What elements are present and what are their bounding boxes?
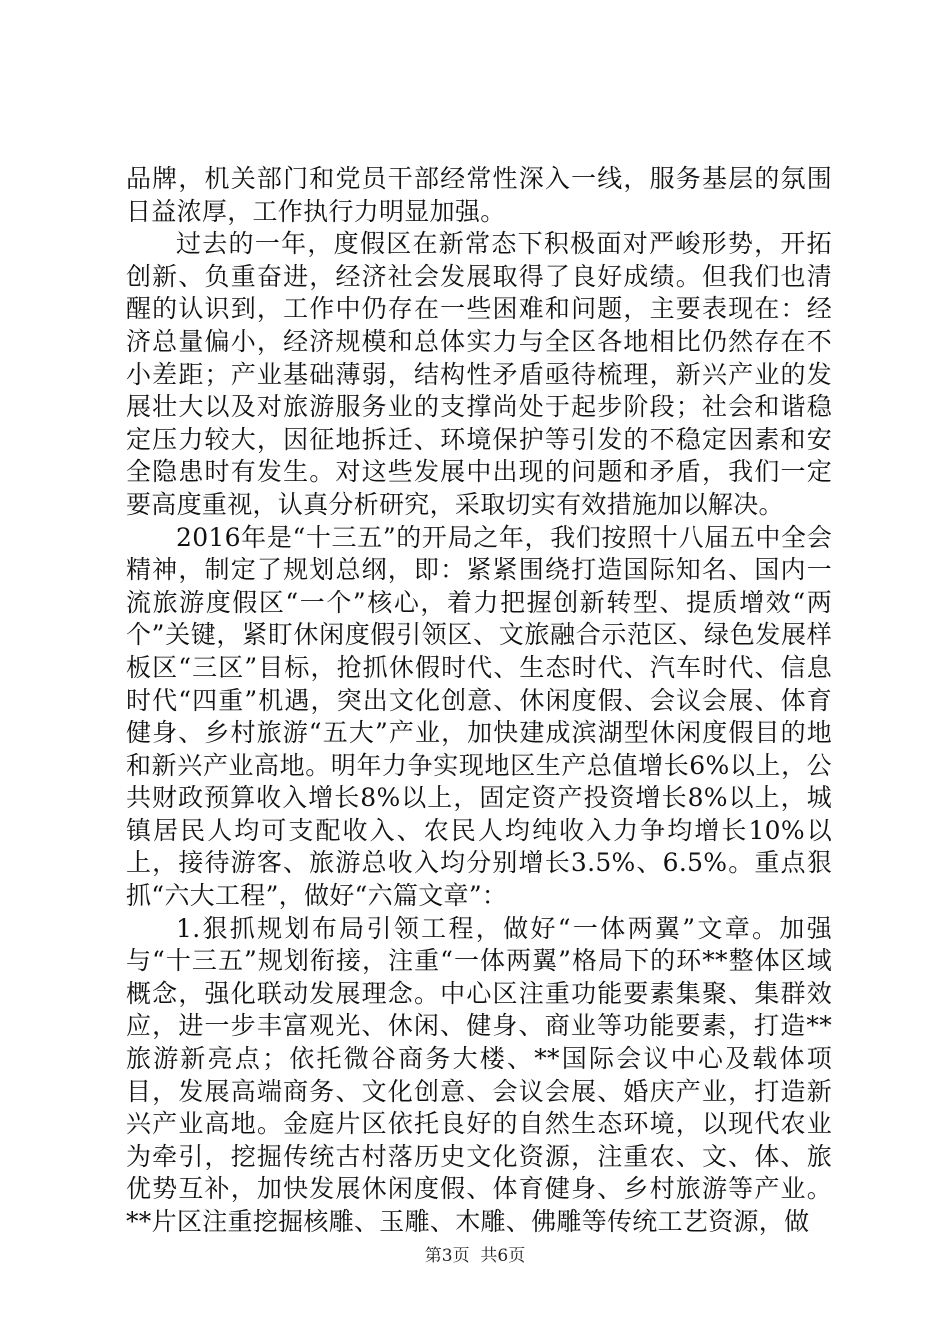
paragraph-1: 品牌，机关部门和党员干部经常性深入一线，服务基层的氛围日益浓厚，工作执行力明显加强。 — [126, 164, 832, 226]
paragraph-3: 2016年是“十三五”的开局之年，我们按照十八届五中全会精神，制定了规划总纲，即：紧紧围绕打造国际知名、国内一流旅游度假区“一个”核心，着力把握创新转型、提质增效“两个”关键，紧盯休闲度假引领区、文旅融合示范区、绿色发展样板区“三区”目标，抢抓休假时代、生态时代、汽车时代、信息时代“四重”机遇，突出文化创意、休闲度假、会议会展、体育健身、乡村旅游“五大”产业，加快建成滨湖型休闲度假目的地和新兴产业高地。明年力争实现地区生产总值增长6%以上，公共财政预算收入增长8%以上，固定资产投资增长8%以上，城镇居民人均可支配收入、农民人均纯收入力争均增长10%以上，接待游客、旅游总收入均分别增长3.5%、6.5%。重点狠抓“六大工程”，做好“六篇文章”： — [126, 522, 832, 911]
paragraph-4: 1.狠抓规划布局引领工程，做好“一体两翼”文章。加强与“十三五”规划衔接，注重“一体两翼”格局下的环**整体区域概念，强化联动发展理念。中心区注重功能要素集聚、集群效应，进一步丰富观光、休闲、健身、商业等功能要素，打造**旅游新亮点；依托微谷商务大楼、**国际会议中心及载体项目，发展高端商务、文化创意、会议会展、婚庆产业，打造新兴产业高地。金庭片区依托良好的自然生态环境，以现代农业为牵引，挖掘传统古村落历史文化资源，注重农、文、体、旅优势互补，加快发展休闲度假、体育健身、乡村旅游等产业。**片区注重挖掘核雕、玉雕、木雕、佛雕等传统工艺资源，做 — [126, 913, 832, 1236]
page-number: 第3页 — [424, 1246, 470, 1266]
paragraph-2: 过去的一年，度假区在新常态下积极面对严峻形势，开拓创新、负重奋进，经济社会发展取得了良好成绩。但我们也清醒的认识到，工作中仍存在一些困难和问题，主要表现在：经济总量偏小，经济规模和总体实力与全区各地相比仍然存在不小差距；产业基础薄弱，结构性矛盾亟待梳理，新兴产业的发展壮大以及对旅游服务业的支撑尚处于起步阶段；社会和谐稳定压力较大，因征地拆迁、环境保护等引发的不稳定因素和安全隐患时有发生。对这些发展中出现的问题和矛盾，我们一定要高度重视，认真分析研究，采取切实有效措施加以解决。 — [126, 229, 832, 519]
page-footer — [0, 1245, 950, 1267]
page-total: 共6页 — [480, 1246, 526, 1266]
document-body — [126, 163, 832, 1239]
